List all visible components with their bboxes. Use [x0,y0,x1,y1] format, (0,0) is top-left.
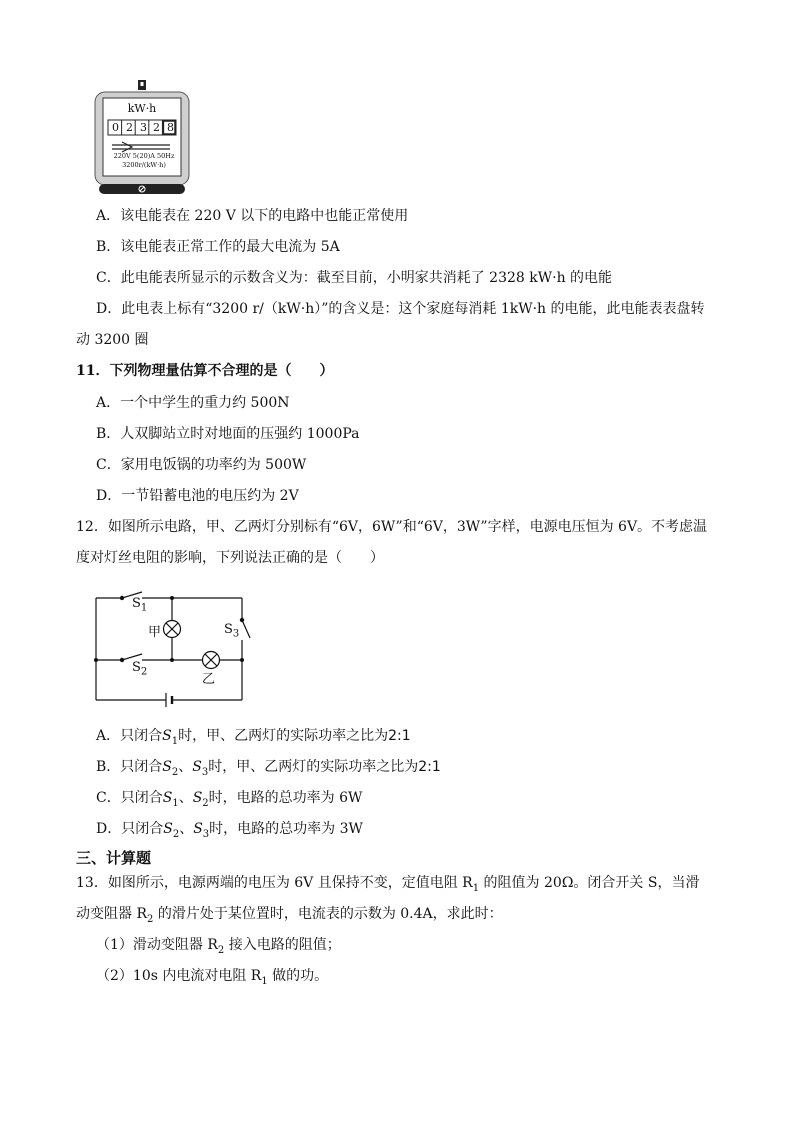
q12-option-c: C．只闭合$S_1$、$S_2$时，电路的总功率为 6W [96,790,363,809]
meter-unit: kW·h [127,102,157,115]
q11-option-c: C．家用电饭锅的功率约为 500W [96,457,307,473]
q13-subquestion-2: （2）10s 内电流对电阻 $R_1$ 做的功。 [96,968,329,987]
section-title: 三、计算题 [76,849,152,867]
q11-option-b: B．人双脚站立时对地面的压强约 1000Pa [96,426,360,442]
switch-s1-label: $S_1$ [132,596,148,614]
lamp-yi-label: 乙 [202,672,216,687]
switch-s3-label: $S_3$ [224,622,240,640]
lamp-jia-label: 甲 [148,625,162,640]
q11-stem: 11．下列物理量估算不合理的是（ ） [76,363,334,379]
q12-stem-line1: 12．如图所示电路，甲、乙两灯分别标有“6V，6W”和“6V，3W”字样，电源电压恒为 6V。不考虑温 [76,519,708,535]
meter-digit: 3 [140,121,147,134]
q11-option-d: D．一节铅蓄电池的电压约为 2V [96,488,299,504]
q13-line1: 13．如图所示，电源两端的电压为 6V 且保持不变，定值电阻 $R_1$ 的阻值为 20Ω。闭合开关 S，当滑 [76,875,700,894]
q13-subquestion-1: （1）滑动变阻器 $R_2$ 接入电路的阻值； [96,937,341,956]
q12-option-d: D．只闭合$S_2$、$S_3$时，电路的总功率为 3W [96,821,363,840]
meter-digit: 8 [167,121,174,134]
q10-option-b: B．该电能表正常工作的最大电流为 5A [96,239,340,255]
meter-digit: 0 [112,121,119,134]
q13-line2: 动变阻器 $R_2$ 的滑片处于某位置时，电流表的示数为 0.4A，求此时： [76,906,503,925]
q10-option-c: C．此电能表所显示的示数含义为：截至目前，小明家共消耗了 2328 kW·h 的电能 [96,270,613,286]
meter-digit: 2 [153,121,160,134]
q10-option-a: A．该电能表在 220 V 以下的电路中也能正常使用 [96,208,409,224]
q11-option-a: A．一个中学生的重力约 500N [96,395,290,411]
q12-stem-line2: 度对灯丝电阻的影响，下列说法正确的是（ ） [76,550,384,566]
q12-option-b: B．只闭合$S_2$、$S_3$时，甲、乙两灯的实际功率之比为2:1 [96,759,441,778]
meter-spec-line2: 3200r/(kW·h) [122,161,166,169]
q10-option-d-cont: 动 3200 圈 [76,332,149,348]
meter-digits [109,121,177,136]
meter-spec-line1: 220V 5(20)A 50Hz [113,152,175,160]
meter-digit: 2 [126,121,133,134]
q12-option-a: A．只闭合$S_1$时，甲、乙两灯的实际功率之比为2:1 [96,728,411,747]
q10-option-d: D．此电表上标有“3200 r/（kW·h）”的含义是：这个家庭每消耗 1kW·h 的电能，此电能表表盘转 [96,301,705,317]
circuit-diagram [92,588,252,708]
switch-s2-label: $S_2$ [132,660,148,678]
electric-meter-figure [92,78,192,198]
